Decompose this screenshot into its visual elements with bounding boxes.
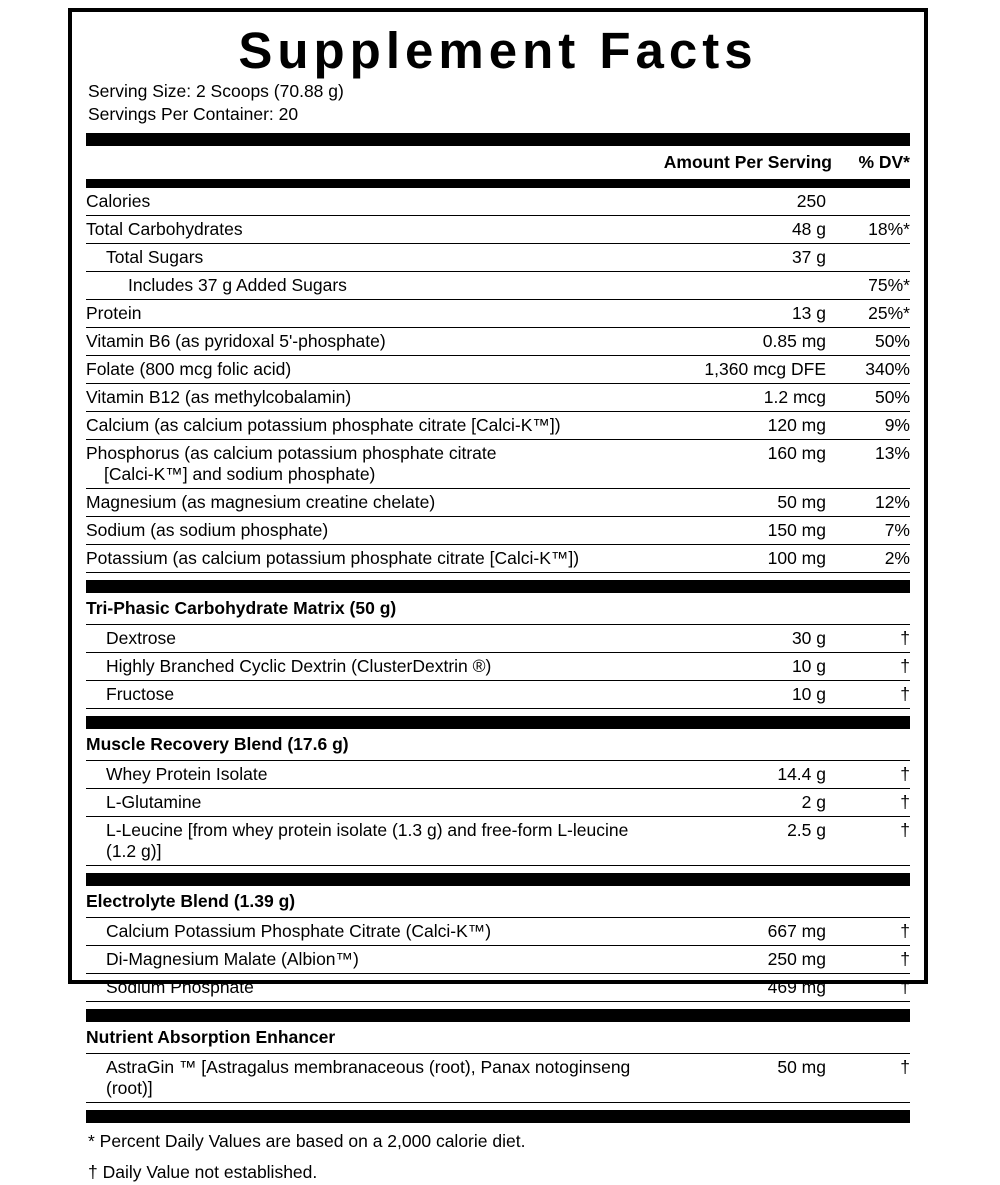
ingredient-name: Whey Protein Isolate: [86, 761, 654, 789]
table-row: [86, 625, 910, 653]
table-row: [86, 328, 910, 356]
table-row: [86, 384, 910, 412]
nutrient-name: Calcium (as calcium potassium phosphate citrate [Calci-K™]): [86, 412, 654, 440]
table-row: [86, 974, 910, 1002]
ingredient-dv: †: [832, 974, 910, 1002]
serving-size: Serving Size: 2 Scoops (70.88 g): [88, 80, 344, 101]
ingredient-amount: 14.4 g: [654, 761, 832, 789]
ingredient-amount: 10 g: [654, 653, 832, 681]
blend-heading: Muscle Recovery Blend (17.6 g): [86, 729, 910, 761]
blend-heading: Nutrient Absorption Enhancer: [86, 1022, 910, 1054]
ingredient-dv: †: [832, 625, 910, 653]
nutrient-amount: [654, 272, 832, 300]
header-dv: % DV*: [858, 152, 910, 173]
nutrient-dv: 13%: [832, 440, 910, 489]
nutrient-name-cont: [Calci-K™] and sodium phosphate): [104, 464, 376, 485]
nutrient-amount: 37 g: [654, 244, 832, 272]
nutrient-amount: 100 mg: [654, 545, 832, 573]
nutrient-dv: 2%: [832, 545, 910, 573]
blend-table: [86, 886, 910, 1002]
footnote-percent-dv: * Percent Daily Values are based on a 2,000 calorie diet.: [88, 1131, 526, 1152]
table-row: [86, 761, 910, 789]
ingredient-name: Calcium Potassium Phosphate Citrate (Calci-K™): [86, 918, 654, 946]
table-row: [86, 545, 910, 573]
nutrient-dv: 75%*: [832, 272, 910, 300]
table-row: [86, 300, 910, 328]
nutrient-name: Vitamin B6 (as pyridoxal 5'-phosphate): [86, 328, 654, 356]
table-row: [86, 918, 910, 946]
table-row: [86, 412, 910, 440]
ingredient-dv: †: [832, 681, 910, 709]
divider-thick-blends: [86, 580, 910, 593]
divider-thick-blend: [86, 873, 910, 886]
nutrient-amount: 250: [654, 188, 832, 216]
nutrient-name: Folate (800 mcg folic acid): [86, 356, 654, 384]
table-row: [86, 789, 910, 817]
table-row: [86, 817, 910, 866]
ingredient-amount: 30 g: [654, 625, 832, 653]
divider-thick-top: [86, 133, 910, 146]
nutrient-amount: 150 mg: [654, 517, 832, 545]
table-row: [86, 517, 910, 545]
table-row: [86, 356, 910, 384]
nutrient-dv: 50%: [832, 328, 910, 356]
nutrient-dv: 340%: [832, 356, 910, 384]
ingredient-name: Sodium Phosphate: [86, 974, 654, 1002]
nutrient-name: Total Sugars: [86, 244, 654, 272]
ingredient-amount: 469 mg: [654, 974, 832, 1002]
supplement-facts-panel: [68, 8, 928, 1182]
blend-heading-row: [86, 729, 910, 761]
table-row: [86, 272, 910, 300]
header-blank: [86, 146, 660, 179]
nutrient-amount: 0.85 mg: [654, 328, 832, 356]
table-row: [86, 489, 910, 517]
ingredient-name: Fructose: [86, 681, 654, 709]
ingredient-name: L-Glutamine: [86, 789, 654, 817]
ingredient-amount: 50 mg: [654, 1054, 832, 1103]
blend-heading-row: [86, 593, 910, 625]
nutrient-dv: 7%: [832, 517, 910, 545]
ingredient-dv: †: [832, 817, 910, 866]
ingredient-amount: 2.5 g: [654, 817, 832, 866]
ingredient-name: Di-Magnesium Malate (Albion™): [86, 946, 654, 974]
nutrient-amount: 120 mg: [654, 412, 832, 440]
blend-table: [86, 593, 910, 709]
table-row: [86, 440, 910, 489]
ingredient-dv: †: [832, 918, 910, 946]
nutrient-name: Vitamin B12 (as methylcobalamin): [86, 384, 654, 412]
divider-medium-header: [86, 179, 910, 188]
divider-thick-blend: [86, 716, 910, 729]
table-row: [86, 946, 910, 974]
table-header-row: [86, 146, 910, 179]
nutrient-dv: 18%*: [832, 216, 910, 244]
nutrient-dv: 9%: [832, 412, 910, 440]
header-amount: Amount Per Serving: [663, 152, 832, 173]
ingredient-name: Highly Branched Cyclic Dextrin (ClusterDextrin ®): [86, 653, 654, 681]
table-row: [86, 653, 910, 681]
nutrient-dv: [832, 188, 910, 216]
ingredient-name: L-Leucine [from whey protein isolate (1.3 g) and free-form L-leucine (1.2 g)]: [86, 817, 654, 866]
nutrient-dv: [832, 244, 910, 272]
nutrient-amount: 13 g: [654, 300, 832, 328]
nutrient-name: Phosphorus (as calcium potassium phosphate citrate [Calci-K™] and sodium phosphate): [86, 440, 654, 489]
nutrient-name: Protein: [86, 300, 654, 328]
nutrient-amount: 50 mg: [654, 489, 832, 517]
page-title: Supplement Facts: [238, 22, 758, 79]
ingredient-dv: †: [832, 653, 910, 681]
ingredient-dv: †: [832, 946, 910, 974]
ingredient-dv: †: [832, 789, 910, 817]
nutrient-name: Calories: [86, 188, 654, 216]
ingredient-amount: 667 mg: [654, 918, 832, 946]
ingredient-name: Dextrose: [86, 625, 654, 653]
blend-table: [86, 1022, 910, 1103]
ingredient-amount: 2 g: [654, 789, 832, 817]
blend-table: [86, 729, 910, 866]
nutrient-dv: 25%*: [832, 300, 910, 328]
divider-thick-blend: [86, 1009, 910, 1022]
table-row: [86, 681, 910, 709]
nutrient-name: Total Carbohydrates: [86, 216, 654, 244]
divider-thick-footnotes: [86, 1110, 910, 1123]
blends-section: [86, 593, 910, 1103]
ingredient-dv: †: [832, 1054, 910, 1103]
blend-heading-row: [86, 886, 910, 918]
table-row: [86, 216, 910, 244]
header-table: [86, 146, 910, 179]
table-row: [86, 244, 910, 272]
blend-heading: Electrolyte Blend (1.39 g): [86, 886, 910, 918]
main-nutrients-table: [86, 188, 910, 573]
nutrient-dv: 50%: [832, 384, 910, 412]
ingredient-dv: †: [832, 761, 910, 789]
nutrient-amount: 160 mg: [654, 440, 832, 489]
nutrient-name: Potassium (as calcium potassium phosphate citrate [Calci-K™]): [86, 545, 654, 573]
ingredient-name: AstraGin ™ [Astragalus membranaceous (root), Panax notoginseng (root)]: [86, 1054, 654, 1103]
table-row: [86, 1054, 910, 1103]
ingredient-amount: 10 g: [654, 681, 832, 709]
nutrient-amount: 48 g: [654, 216, 832, 244]
nutrient-amount: 1.2 mcg: [654, 384, 832, 412]
table-row: [86, 188, 910, 216]
servings-per-container: Servings Per Container: 20: [88, 103, 299, 124]
nutrient-name: Sodium (as sodium phosphate): [86, 517, 654, 545]
footnote-dagger: † Daily Value not established.: [88, 1161, 318, 1182]
nutrient-name: Includes 37 g Added Sugars: [86, 272, 654, 300]
blend-heading: Tri-Phasic Carbohydrate Matrix (50 g): [86, 593, 910, 625]
blend-heading-row: [86, 1022, 910, 1054]
nutrient-name: Magnesium (as magnesium creatine chelate): [86, 489, 654, 517]
nutrient-dv: 12%: [832, 489, 910, 517]
nutrient-amount: 1,360 mcg DFE: [654, 356, 832, 384]
ingredient-amount: 250 mg: [654, 946, 832, 974]
